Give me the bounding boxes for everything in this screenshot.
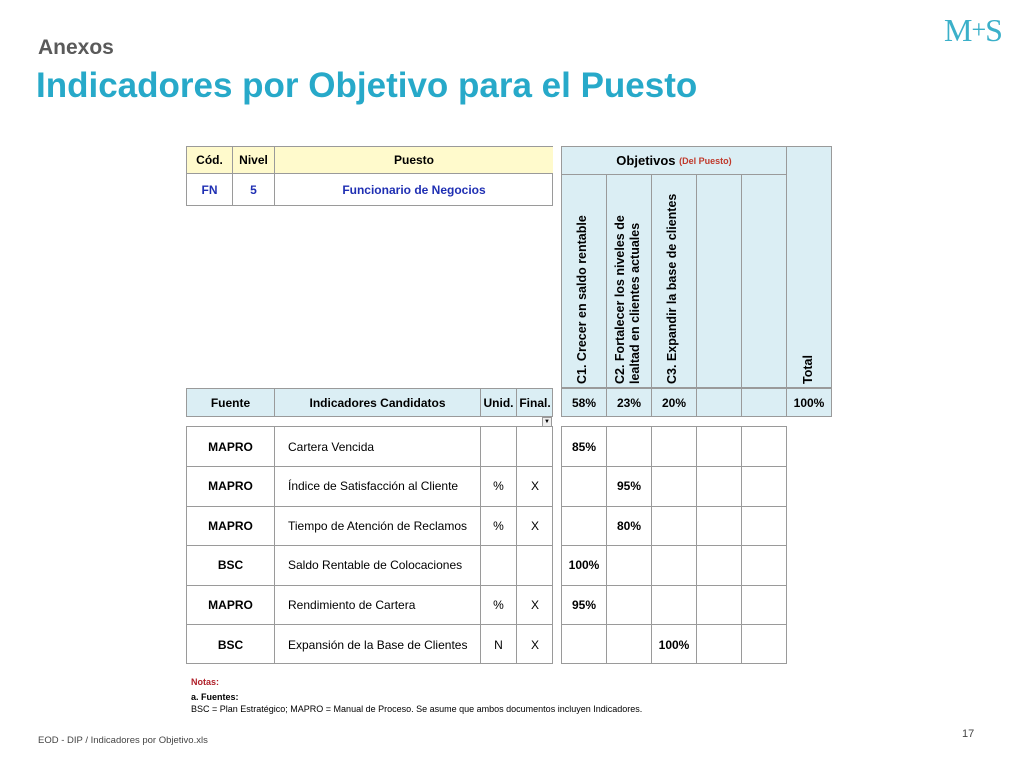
- weight-c3: 20%: [652, 389, 697, 416]
- objectives-header: [562, 147, 787, 175]
- weight-cell-c1: [562, 506, 607, 545]
- weight-cell-c1: 100%: [562, 546, 607, 585]
- fuente-cell: MAPRO: [187, 506, 275, 545]
- logo-letter-s: S: [985, 12, 1001, 48]
- weight-c1: 58%: [562, 389, 607, 416]
- fuente-cell: MAPRO: [187, 585, 275, 624]
- indicador-cell: Rendimiento de Cartera: [275, 585, 481, 624]
- weight-cell-empty: [742, 467, 787, 506]
- weight-cell-c1: [562, 625, 607, 664]
- section-subtitle: Anexos: [38, 36, 114, 59]
- objective-col-c3: [652, 175, 697, 388]
- objective-col-c1: [562, 175, 607, 388]
- indicadores-header: Indicadores Candidatos: [275, 389, 481, 416]
- weight-cell-c2: [607, 546, 652, 585]
- weight-cell-c3: 100%: [652, 625, 697, 664]
- page-number: 17: [962, 728, 975, 740]
- final-cell: X: [530, 637, 539, 652]
- notes-title: Notas:: [191, 677, 220, 687]
- cod-header: Cód.: [187, 147, 233, 174]
- weight-cell-c2: [607, 625, 652, 664]
- table-row: [187, 506, 552, 546]
- unid-cell: N: [481, 625, 517, 664]
- weight-cell-c1: 85%: [562, 427, 607, 466]
- mhs-logo: [944, 12, 1001, 49]
- final-cell: X: [530, 597, 539, 612]
- weight-cell-c1: [562, 467, 607, 506]
- unid-cell: [481, 427, 517, 466]
- nivel-header: Nivel: [233, 147, 275, 174]
- table-row: [187, 467, 552, 507]
- weight-cell-empty: [697, 625, 742, 664]
- weight-cell-c1: 95%: [562, 585, 607, 624]
- weight-cell-c2: [607, 585, 652, 624]
- weight-cell-empty: [697, 585, 742, 624]
- table-row: [187, 625, 552, 665]
- final-cell: X: [530, 479, 539, 494]
- puesto-header: Puesto: [275, 147, 553, 174]
- weight-cell-c2: 80%: [607, 506, 652, 545]
- position-table: [186, 146, 553, 206]
- notes-text: BSC = Plan Estratégico; MAPRO = Manual de Proceso. Se asume que ambos documentos incluyen Indicadores.: [191, 704, 643, 714]
- unid-cell: %: [481, 506, 517, 545]
- fuente-cell: BSC: [187, 546, 275, 585]
- table-row: [562, 506, 786, 546]
- weight-cell-c3: [652, 427, 697, 466]
- weight-c2: 23%: [607, 389, 652, 416]
- final-cell: [517, 427, 553, 466]
- objectives-note: (Del Puesto): [679, 155, 732, 166]
- slide-title: Indicadores por Objetivo para el Puesto: [36, 66, 698, 105]
- indicators-table: [186, 426, 553, 664]
- objective-col-empty-2: [742, 175, 787, 388]
- notes-subtitle: a. Fuentes:: [191, 692, 239, 702]
- notes: [191, 676, 642, 715]
- table-row: [562, 546, 786, 586]
- weight-cell-empty: [742, 625, 787, 664]
- unid-cell: [481, 546, 517, 585]
- table-row: [187, 427, 552, 467]
- logo-letter-m: M: [944, 12, 971, 48]
- table-row: [562, 467, 786, 507]
- table-row: [562, 625, 786, 665]
- weight-cell-empty: [697, 427, 742, 466]
- indicador-cell: Tiempo de Atención de Reclamos: [275, 506, 481, 545]
- weight-cell-empty: [742, 585, 787, 624]
- table-row: [187, 546, 552, 586]
- indicador-cell: Cartera Vencida: [275, 427, 481, 466]
- indicador-cell: Saldo Rentable de Colocaciones: [275, 546, 481, 585]
- weight-cell-empty: [697, 506, 742, 545]
- objectives-title: Objetivos: [616, 153, 676, 168]
- weights-row: [561, 388, 832, 417]
- table-row: [187, 585, 552, 625]
- objective-col-c2: [607, 175, 652, 388]
- objective-label-c2: C2. Fortalecer los niveles de lealtad en clientes actuales: [613, 215, 642, 384]
- weight-cell-c3: [652, 467, 697, 506]
- fuente-header: Fuente: [187, 389, 275, 416]
- total-col: [787, 147, 832, 388]
- puesto-value: Funcionario de Negocios: [342, 182, 486, 197]
- table-row: [562, 585, 786, 625]
- indicator-weights-table: [561, 426, 787, 664]
- unid-header: Unid.: [481, 389, 517, 416]
- objective-label-c1: C1. Crecer en saldo rentable: [575, 215, 589, 384]
- filter-dropdown-icon[interactable]: ▼: [542, 417, 552, 427]
- fuente-cell: MAPRO: [187, 467, 275, 506]
- weight-cell-c3: [652, 546, 697, 585]
- weight-cell-c2: [607, 427, 652, 466]
- weight-cell-empty: [742, 506, 787, 545]
- final-cell: [517, 546, 553, 585]
- total-label: Total: [800, 355, 815, 384]
- final-header: Final.: [519, 395, 551, 410]
- weight-empty-1: [697, 389, 742, 416]
- fuente-cell: BSC: [187, 625, 275, 664]
- indicador-cell: Índice de Satisfacción al Cliente: [275, 467, 481, 506]
- logo-plus: +: [971, 15, 985, 44]
- objective-col-empty-1: [697, 175, 742, 388]
- unid-cell: %: [481, 467, 517, 506]
- weight-cell-c3: [652, 506, 697, 545]
- weight-cell-empty: [697, 467, 742, 506]
- weight-empty-2: [742, 389, 787, 416]
- weight-cell-c3: [652, 585, 697, 624]
- weight-cell-c2: 95%: [607, 467, 652, 506]
- final-cell: X: [530, 518, 539, 533]
- nivel-value: 5: [233, 174, 275, 205]
- weight-cell-empty: [742, 427, 787, 466]
- weight-cell-empty: [697, 546, 742, 585]
- objective-label-c3: C3. Expandir la base de clientes: [665, 193, 679, 384]
- weight-cell-empty: [742, 546, 787, 585]
- indicador-cell: Expansión de la Base de Clientes: [275, 625, 481, 664]
- footer-source: EOD - DIP / Indicadores por Objetivo.xls: [38, 735, 208, 746]
- weight-total: 100%: [793, 395, 825, 410]
- table-row: [562, 427, 786, 467]
- objectives-table: [561, 146, 832, 388]
- fuente-cell: MAPRO: [187, 427, 275, 466]
- candidates-header-row: [186, 388, 553, 417]
- cod-value: FN: [187, 174, 233, 205]
- unid-cell: %: [481, 585, 517, 624]
